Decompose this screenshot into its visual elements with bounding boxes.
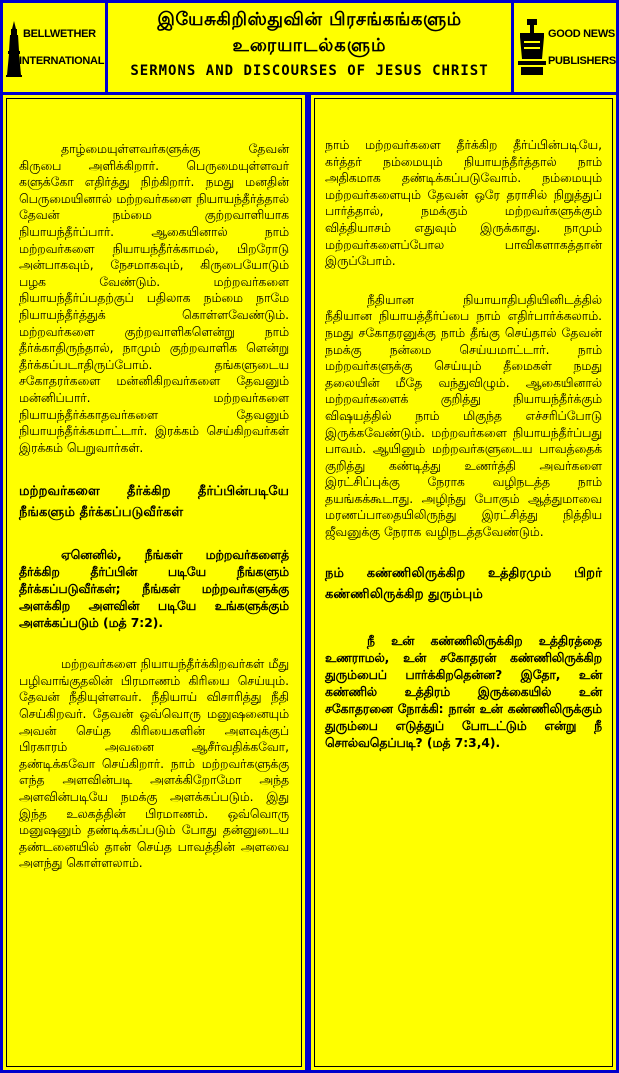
left-logo [3, 3, 105, 92]
title-tamil-line2: உரையாடல்களும் [232, 35, 387, 56]
title-tamil-line1: இயேசுகிறிஸ்துவின் பிரசங்கங்களும் [157, 9, 462, 30]
right-quote: நீ உன் கண்ணிலிருக்கிற உத்திரத்தை உணராமல், உன் சகோதரன் கண்ணிலிருக்கிற துரும்பைப் பார்க்கிறதென்ன? இதோ, உன் கண்ணில் உத்திரம் இருக்கையில் உன் சகோதரனை நோக்கி: நான் உன் கண்ணிலிருக்கும் துரும்பை எடுத்துப் போடட்டும் என்று நீ சொல்வதெப்படி? (மத் 7:3,4). [325, 633, 602, 750]
left-logo-line1: BELLWETHER [23, 28, 96, 40]
right-heading: நம் கண்ணிலிருக்கிற உத்திரமும் பிறர் கண்ணிலிருக்கிற துரும்பும் [325, 565, 602, 602]
right-paragraph-2: நீதியான நியாயாதிபதியினிடத்தில் நீதியான நியாயத்தீர்ப்பை நாம் எதிர்பார்க்கலாம். நமது சகோதரனுக்கு நாம் தீங்கு செய்தால் தேவன் நமக்கு நன்மை செய்யமாட்டார். நாம் மற்றவர்களுக்கு செய்யும் தீமைகள் நமது தலையின் மீதே வந்துவிழும். ஆகையினால் மற்றவர்களைக் குறித்து நியாயந்தீர்க்கும் விஷயத்தில் நாம் மிகுந்த எச்சரிப்போடு இருக்கவேண்டும். மற்றவர்களை நியாயந்தீர்ப்பது பாவம். ஆயினும் மற்றவர்களுடைய பாவத்தைக் குறித்து கண்டித்து உணர்த்தி அவர்களை இரட்சிப்புக்கு நேராக வழிநடத்த நாம் தயங்கக்கூடாது. அழிந்து போகும் ஆத்துமாவை மரணப்பாதையிலிருந்து இரட்சித்து நித்திய ஜீவனுக்கு நேராக வழிநடத்தவேண்டும். [325, 292, 602, 540]
right-column-inner [314, 98, 613, 1067]
left-paragraph-2: மற்றவர்களை நியாயந்தீர்க்கிறவர்கள் மீது பழிவாங்குதலின் பிரமாணம் கிரியை செய்யும். தேவன் நீதியுள்ளவர். நீதியாய் விசாரித்து நீதி செய்கிறவர். தேவன் ஒவ்வொரு மனுஷனையும் அவன் செய்த கிரியைகளின் அளவுக்குப் பிரகாரம் அவனை ஆசீர்வதிக்கவோ, தண்டிக்கவோ செய்கிறார். நாம் மற்றவர்களுக்கு எந்த அளவின்படி அளக்கிறோமோ அந்த அளவின்படியே நமக்கு அளக்கப்படும். இது இந்த உலகத்தின் பிரமாணம். ஒவ்வொரு மனுஷனும் தண்டிக்கப்படும் போது தன்னுடைய தண்டனையில் தான் செய்த பாவத்தின் அளவை அளந்து கொள்ளலாம். [19, 657, 289, 871]
book-icon [518, 19, 546, 75]
title-english: SERMONS AND DISCOURSES OF JESUS CHRIST [130, 63, 489, 79]
left-logo-text [19, 27, 105, 69]
right-logo-line2: PUBLISHERS [548, 55, 616, 67]
right-logo-line1: GOOD NEWS [548, 28, 615, 40]
right-logo-text [548, 27, 616, 69]
right-paragraph-1: நாம் மற்றவர்களை தீர்க்கிற தீர்ப்பின்படியே, கர்த்தர் நம்மையும் நியாயந்தீர்த்தால் நாம் அதிகமாக தண்டிக்கப்படுவோம். நம்மையும் மற்றவர்களையும் தேவன் ஒரே தராசில் நிறுத்துப் பார்த்தால், நமக்கும் மற்றவர்களுக்கும் வித்தியாசம் எதுவும் இருக்காது. நாமும் மற்றவர்களைப்போல பாவிகளாகத்தான் இருப்போம். [325, 138, 602, 269]
header [3, 3, 616, 92]
left-column [3, 95, 305, 1070]
title-box [108, 3, 511, 92]
right-column [311, 95, 616, 1070]
left-logo-line2: INTERNATIONAL [19, 55, 105, 67]
left-heading: மற்றவர்களை தீர்க்கிற தீர்ப்பின்படியே நீங்களும் தீர்க்கப்படுவீர்கள் [19, 484, 289, 521]
left-quote: ஏனெனில், நீங்கள் மற்றவர்களைத் தீர்க்கிற தீர்ப்பின் படியே நீங்களும் தீர்க்கப்படுவீர்கள்; நீங்கள் மற்றவர்களுக்கு அளக்கிற அளவின் படியே உங்களுக்கும் அளக்கப்படும் (மத் 7:2). [19, 548, 289, 631]
left-column-inner [6, 98, 302, 1067]
left-paragraph-1: தாழ்மையுள்ளவர்களுக்கு தேவன் கிருபை அளிக்கிறார். பெருமையுள்ளவர் களுக்கோ எதிர்த்து நிற்கிறார். நமது மனதின் பெருமையினால் மற்றவர்களை நியாயந்தீர்த்தால் தேவன் நம்மை குற்றவாளியாக நியாயந்தீர்ப்பார். ஆகையினால் நாம் மற்றவர்களை நியாயந்தீர்க்காமல், பிறரோடு அன்பாகவும், நேசமாகவும், கிருபையோடும் பழக வேண்டும். மற்றவர்களை நியாயந்தீர்ப்பதற்குப் பதிலாக நம்மை நாமே நியாயந்தீர்த்துக் கொள்ளவேண்டும். மற்றவர்களை குற்றவாளிகளென்று நாம் தீர்க்காதிருந்தால், நாமும் குற்றவாளிக ளென்று தீர்க்கப்படாதிருப்போம். தங்களுடைய சகோதரர்களை மன்னிகிறவர்களை தேவனும் மன்னிப்பார். மற்றவர்களை நியாயந்தீர்க்காதவர்களை தேவனும் நியாயந்தீர்க்கமாட்டார். இரக்கம் செய்கிறவர்கள் இரக்கம் பெறுவார்கள். [19, 142, 289, 455]
right-logo [514, 3, 616, 92]
